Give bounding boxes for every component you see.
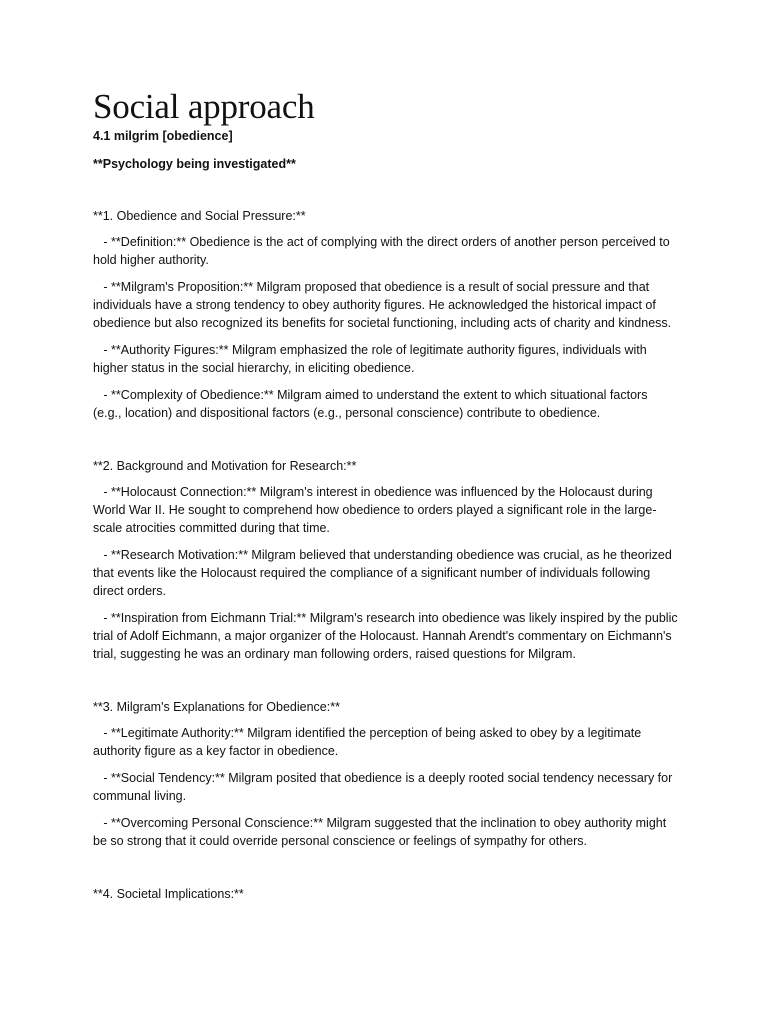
document-subtitle: 4.1 milgrim [obedience] <box>93 129 233 143</box>
paragraph: - **Inspiration from Eichmann Trial:** Milgram's research into obedience was likely inspired by the public trial of Adolf Eichmann, a major organizer of the Holocaust. Hannah Arendt's commentary on Eichmann's trial, suggesting he was an ordinary man following orders, raised questions for Milgram. <box>93 611 682 661</box>
section-heading: **4. Societal Implications:** <box>93 887 244 901</box>
section-heading: **3. Milgram's Explanations for Obedience:** <box>93 700 340 714</box>
paragraph: - **Legitimate Authority:** Milgram identified the perception of being asked to obey by a legitimate authority figure as a key factor in obedience. <box>93 726 645 758</box>
document-title: Social approach <box>93 87 315 126</box>
section-milgram-explanations <box>93 699 678 850</box>
section-obedience-social-pressure <box>93 208 678 422</box>
paragraph: - **Holocaust Connection:** Milgram's interest in obedience was influenced by the Holocaust during World War II. He sought to comprehend how obedience to orders played a significant role in the large-scale atrocities committed during that time. <box>93 485 657 535</box>
section-heading: **2. Background and Motivation for Research:** <box>93 459 357 473</box>
paragraph: - **Definition:** Obedience is the act of complying with the direct orders of another person perceived to hold higher authority. <box>93 235 674 267</box>
paragraph: - **Overcoming Personal Conscience:** Milgram suggested that the inclination to obey authority might be so strong that it could override personal conscience or feelings of sympathy for others. <box>93 816 670 848</box>
section-heading: **1. Obedience and Social Pressure:** <box>93 209 306 223</box>
paragraph: - **Milgram's Proposition:** Milgram proposed that obedience is a result of social pressure and that individuals have a strong tendency to obey authority figures. He acknowledged the historical impact of obedience but also recognized its benefits for societal functioning, including acts of charity and kindness. <box>93 280 672 330</box>
paragraph: - **Social Tendency:** Milgram posited that obedience is a deeply rooted social tendency necessary for communal living. <box>93 771 676 803</box>
section-background-motivation <box>93 458 682 663</box>
psychology-heading: **Psychology being investigated** <box>93 157 296 171</box>
paragraph: - **Research Motivation:** Milgram believed that understanding obedience was crucial, as he theorized that events like the Holocaust required the compliance of a significant number of individuals following direct orders. <box>93 548 676 598</box>
section-societal-implications <box>93 886 678 902</box>
paragraph: - **Complexity of Obedience:** Milgram aimed to understand the extent to which situational factors (e.g., location) and dispositional factors (e.g., personal conscience) contribute to obedience. <box>93 388 651 420</box>
paragraph: - **Authority Figures:** Milgram emphasized the role of legitimate authority figures, individuals with higher status in the social hierarchy, in eliciting obedience. <box>93 343 651 375</box>
